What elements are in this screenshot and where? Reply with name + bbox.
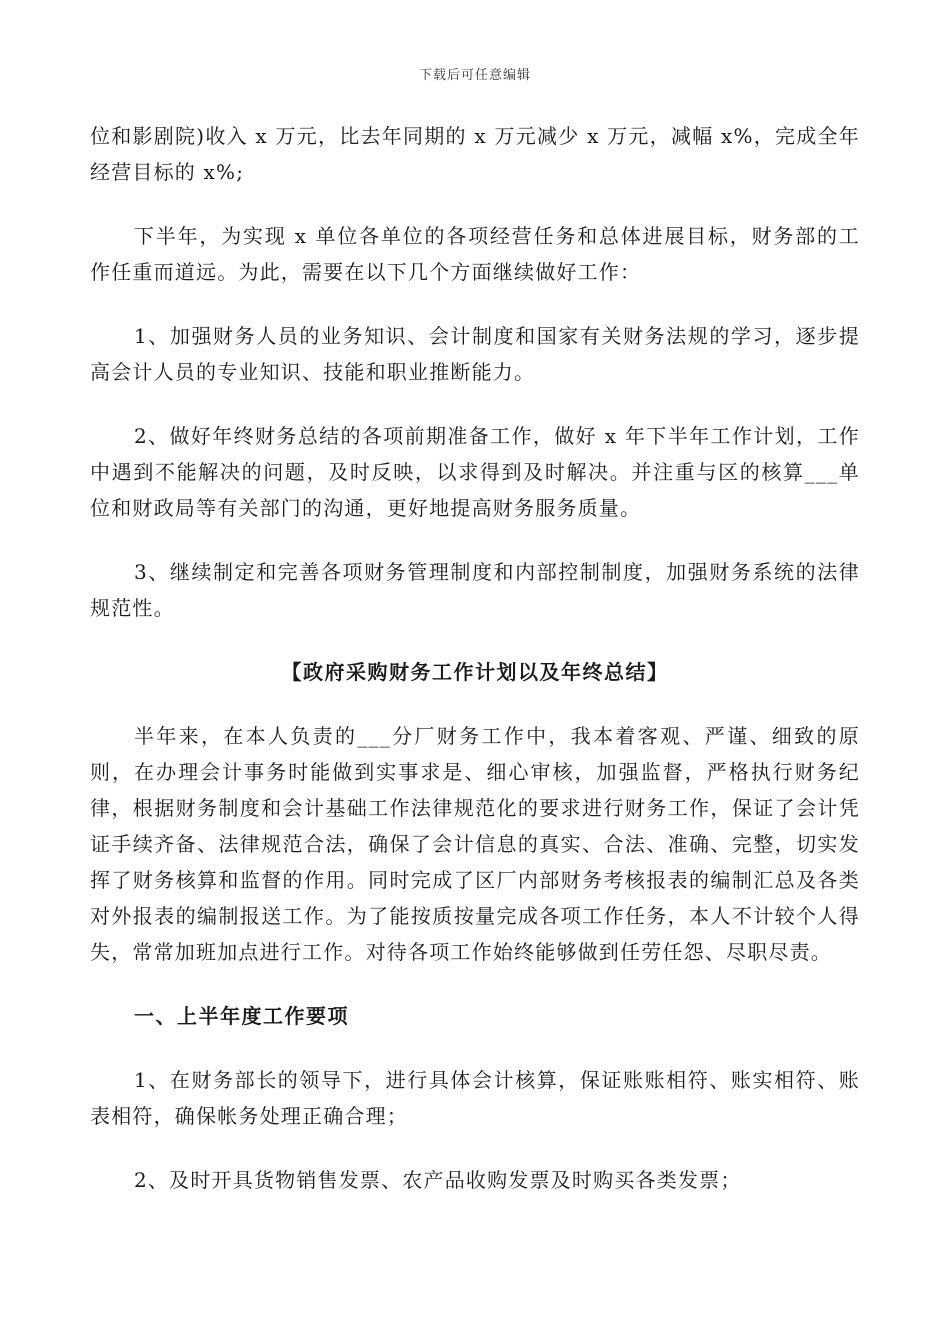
section-title: 【政府采购财务工作计划以及年终总结】 bbox=[281, 660, 669, 684]
paragraph-item-2: 2、做好年终财务总结的各项前期准备工作，做好 x 年下半年工作计划，工作中遇到不能解决的问题，及时反映，以求得到及时解决。并注重与区的核算___单位和财政局等有关部门的沟通，更好地提高财务服务质量。 bbox=[90, 424, 860, 520]
paragraph-work-item-2: 2、及时开具货物销售发票、农产品收购发票及时购买各类发票； bbox=[134, 1168, 742, 1192]
document-body bbox=[90, 118, 860, 1226]
paragraph-income-summary: 位和影剧院)收入 x 万元，比去年同期的 x 万元减少 x 万元，减幅 x%，完成全年经营目标的 x%; bbox=[90, 124, 860, 184]
paragraph-half-year-review: 半年来，在本人负责的___分厂财务工作中，我本着客观、严谨、细致的原则，在办理会计事务时能做到实事求是、细心审核，加强监督，严格执行财务纪律，根据财务制度和会计基础工作法律规范化的要求进行财务工作，保证了会计凭证手续齐备、法律规范合法，确保了会计信息的真实、合法、准确、完整，切实发挥了财务核算和监督的作用。同时完成了区厂内部财务考核报表的编制汇总及各类对外报表的编制报送工作。为了能按质按量完成各项工作任务，本人不计较个人得失，常常加班加点进行工作。对待各项工作始终能够做到任劳任怨、尽职尽责。 bbox=[90, 724, 860, 964]
paragraph-work-item-1: 1、在财务部长的领导下，进行具体会计核算，保证账账相符、账实相符、账表相符，确保帐务处理正确合理； bbox=[90, 1068, 860, 1128]
paragraph-second-half-intro: 下半年，为实现 x 单位各单位的各项经营任务和总体进展目标，财务部的工作任重而道远。为此，需要在以下几个方面继续做好工作： bbox=[90, 224, 860, 284]
subsection-title: 一、上半年度工作要项 bbox=[134, 1004, 349, 1028]
page-header-note: 下载后可任意编辑 bbox=[418, 68, 531, 83]
paragraph-item-3: 3、继续制定和完善各项财务管理制度和内部控制制度，加强财务系统的法律规范性。 bbox=[90, 560, 860, 620]
paragraph-item-1: 1、加强财务人员的业务知识、会计制度和国家有关财务法规的学习，逐步提高会计人员的专业知识、技能和职业推断能力。 bbox=[90, 324, 860, 384]
